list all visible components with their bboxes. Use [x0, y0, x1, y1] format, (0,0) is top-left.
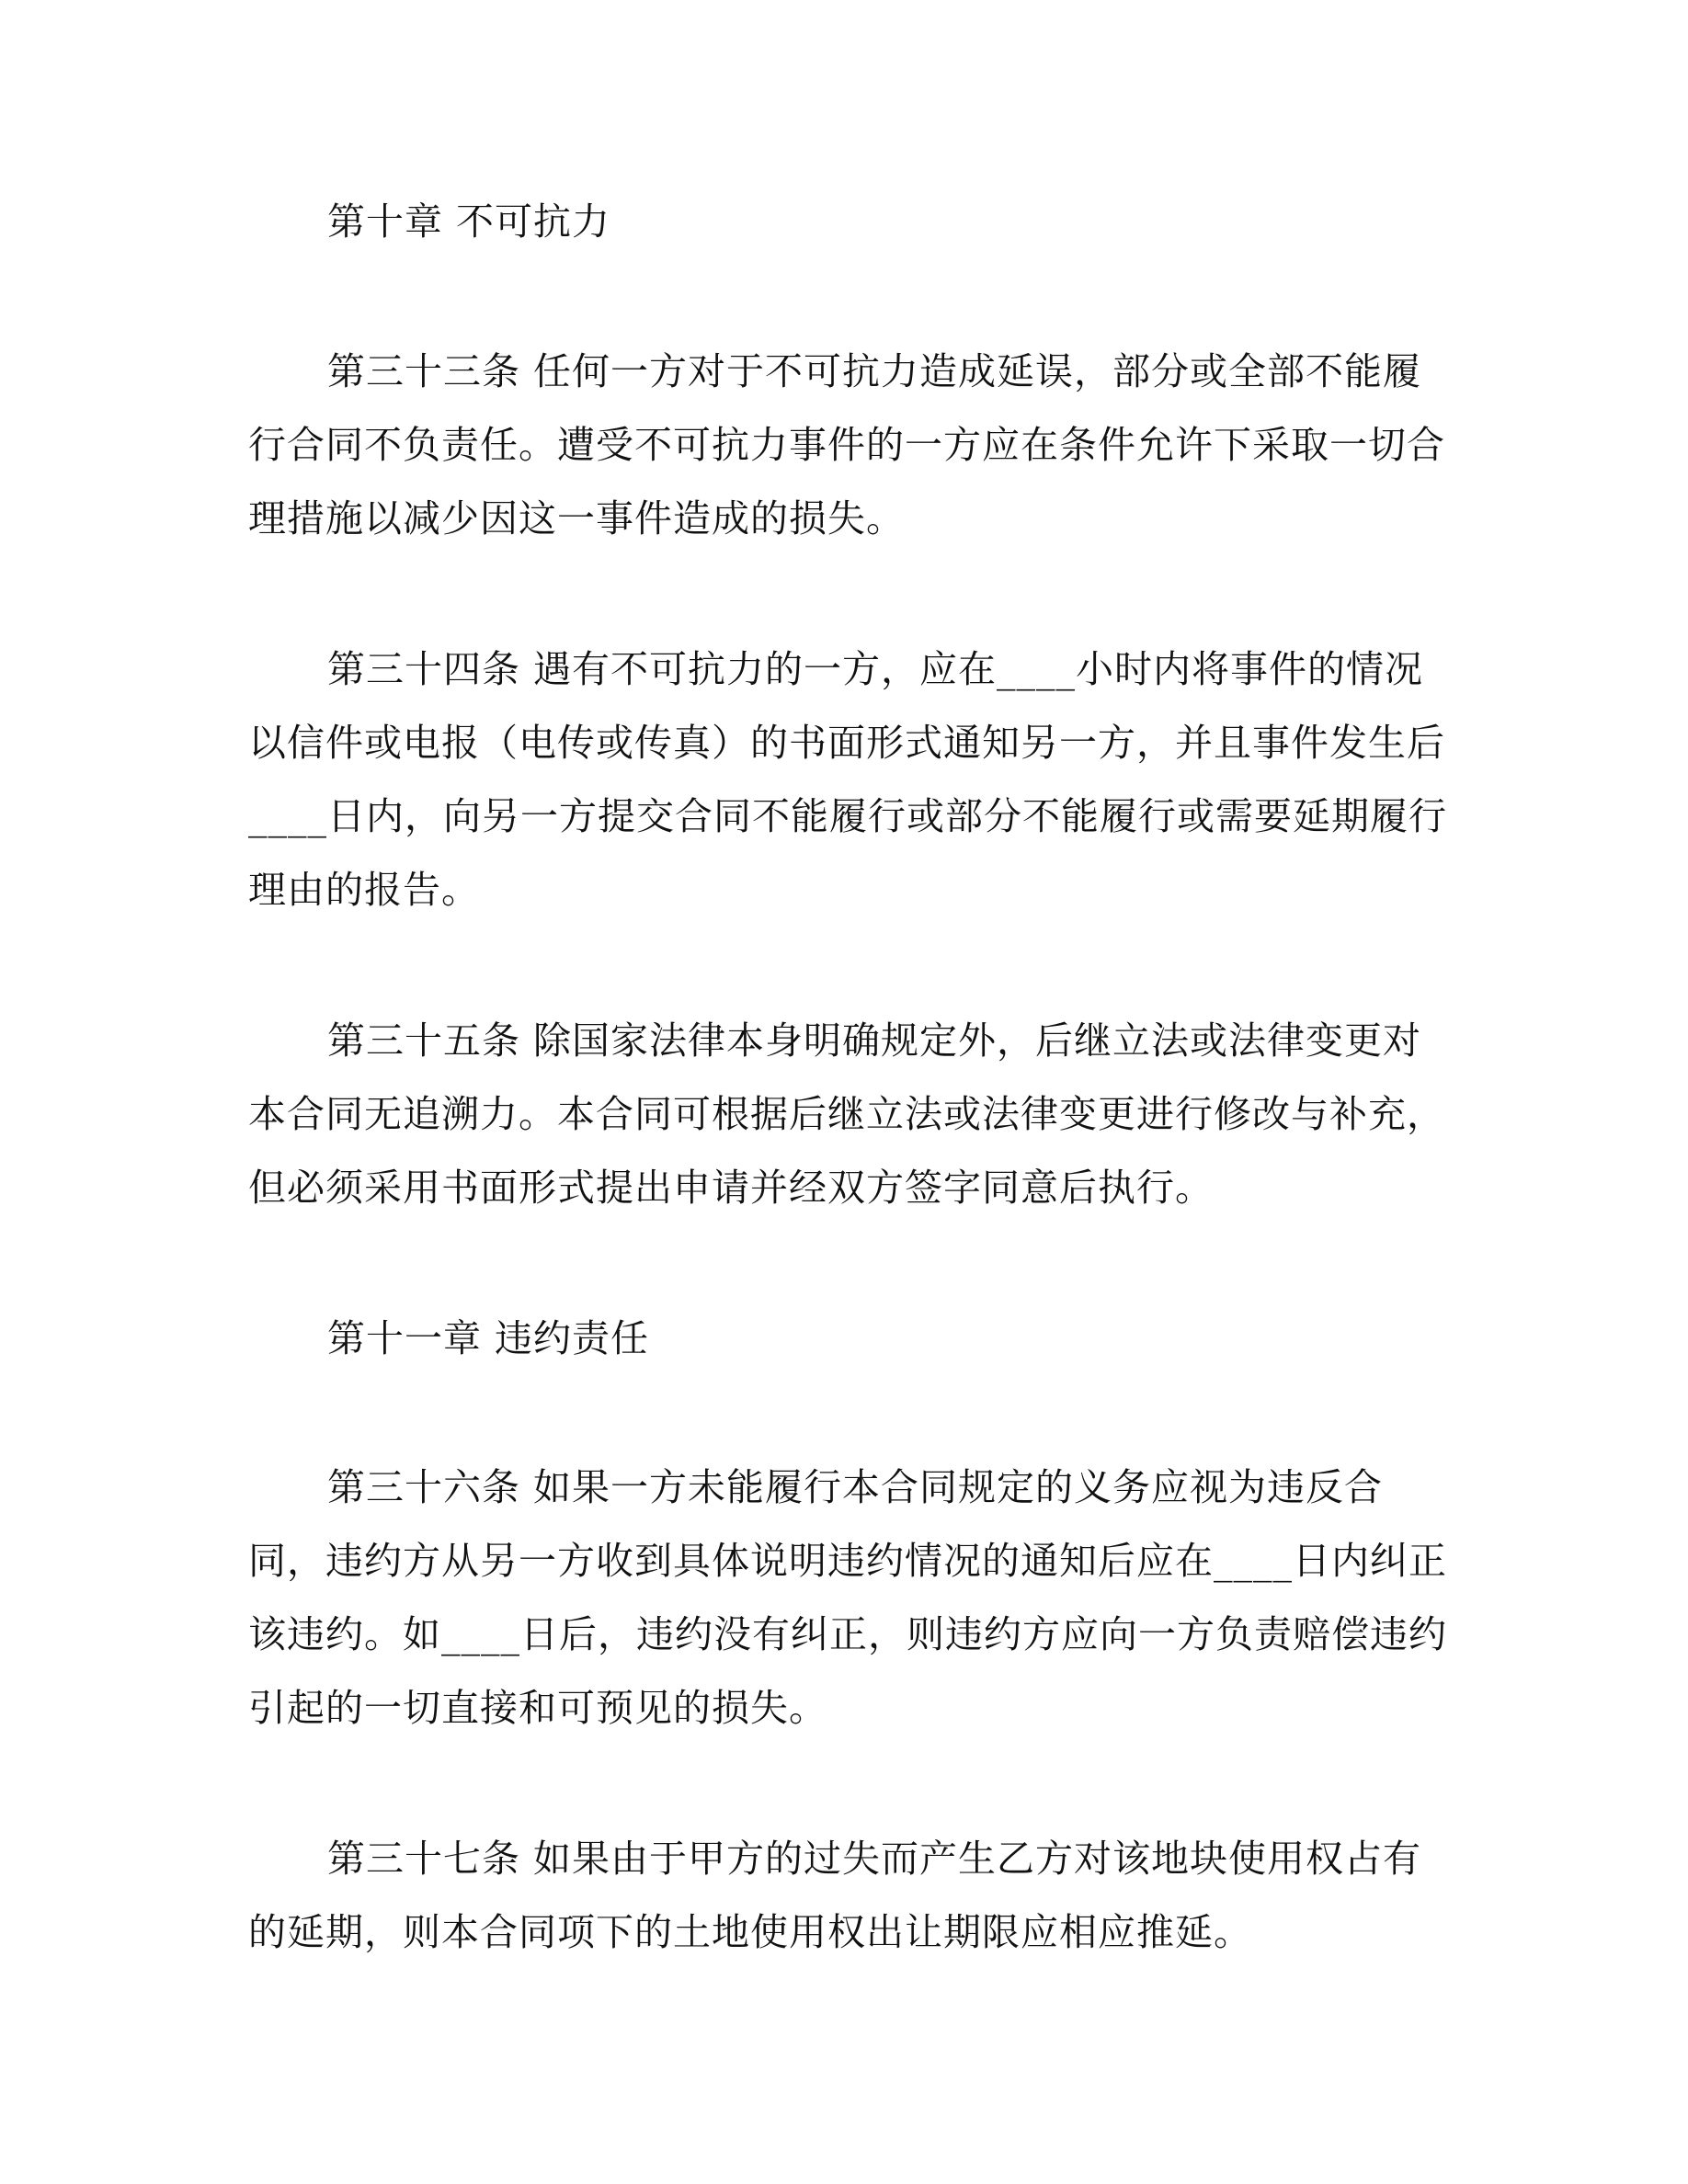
paragraph-line: 第三十四条 遇有不可抗力的一方，应在____小时内将事件的情况: [327, 647, 1424, 691]
paragraph-line: 理措施以减少因这一事件造成的损失。: [248, 496, 905, 540]
article-33: [248, 335, 1443, 555]
paragraph-line: 以信件或电报（电传或传真）的书面形式通知另一方，并且事件发生后: [248, 721, 1445, 765]
paragraph-line: 该违约。如____日后，违约没有纠正，则违约方应向一方负责赔偿违约: [248, 1612, 1447, 1656]
article-36: [248, 1450, 1447, 1745]
paragraph-line: 理由的报告。: [248, 868, 480, 912]
paragraph-line: 的延期，则本合同项下的土地使用权出让期限应相应推延。: [248, 1910, 1252, 1954]
chapter-11-heading: [248, 1302, 1443, 1375]
paragraph-line: 第三十六条 如果一方未能履行本合同规定的义务应视为违反合: [327, 1465, 1384, 1509]
paragraph-line: 同，违约方从另一方收到具体说明违约情况的通知后应在____日内纠正: [248, 1539, 1447, 1583]
paragraph-line: 本合同无追溯力。本合同可根据后继立法或法律变更进行修改与补充，: [248, 1092, 1445, 1136]
chapter-10-heading: [248, 185, 1443, 258]
paragraph-line: 第三十五条 除国家法律本身明确规定外，后继立法或法律变更对: [327, 1018, 1422, 1063]
paragraph-line: 引起的一切直接和可预见的损失。: [248, 1686, 827, 1730]
paragraph-line: 行合同不负责任。遭受不可抗力事件的一方应在条件允许下采取一切合: [248, 423, 1445, 467]
article-35: [248, 1004, 1443, 1224]
paragraph-line: 第三十七条 如果由于甲方的过失而产生乙方对该地块使用权占有: [327, 1837, 1422, 1881]
article-37: [248, 1822, 1443, 1969]
paragraph-line: 但必须采用书面形式提出申请并经双方签字同意后执行。: [248, 1166, 1214, 1210]
paragraph-line: ____日内，向另一方提交合同不能履行或部分不能履行或需要延期履行: [248, 794, 1447, 838]
chapter-heading: 第十一章 违约责任: [327, 1316, 650, 1360]
article-34: [248, 632, 1447, 927]
paragraph-line: 第三十三条 任何一方对于不可抗力造成延误，部分或全部不能履: [327, 349, 1422, 393]
chapter-heading: 第十章 不可抗力: [327, 199, 611, 244]
